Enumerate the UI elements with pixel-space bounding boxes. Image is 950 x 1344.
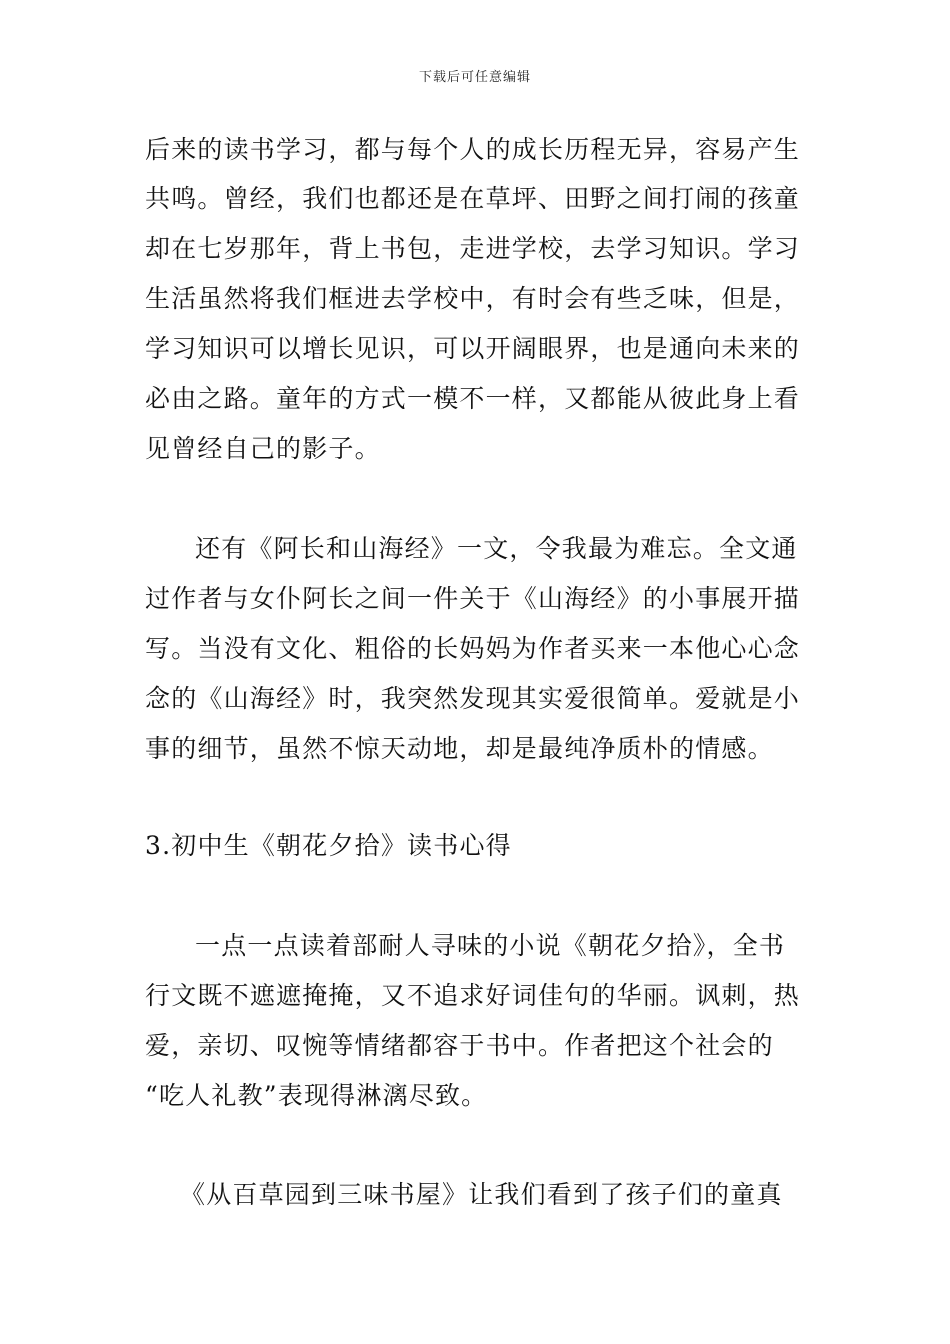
- text-line: 写。当没有文化、粗俗的长妈妈为作者买来一本他心心念: [145, 634, 801, 663]
- text-line: 生活虽然将我们框进去学校中，有时会有些乏味，但是，: [145, 284, 801, 313]
- text-line: 念的《山海经》时，我突然发现其实爱很简单。爱就是小: [145, 684, 801, 713]
- text-line: 《从百草园到三味书屋》让我们看到了孩子们的童真: [180, 1180, 783, 1209]
- text-line: 行文既不遮遮掩掩，又不追求好词佳句的华丽。讽刺，热: [145, 981, 801, 1010]
- text-line: 事的细节，虽然不惊天动地，却是最纯净质朴的情感。: [145, 734, 774, 763]
- text-line: 见曾经自己的影子。: [145, 434, 381, 463]
- text-line: 过作者与女仆阿长之间一件关于《山海经》的小事展开描: [145, 584, 801, 613]
- text-line: 却在七岁那年，背上书包，走进学校，去学习知识。学习: [145, 234, 801, 263]
- text-line: 一点一点读着部耐人寻味的小说《朝花夕拾》，全书: [195, 931, 786, 960]
- page-header: 下载后可任意编辑: [418, 70, 531, 85]
- text-line: 后来的读书学习，都与每个人的成长历程无异，容易产生: [145, 135, 801, 164]
- text-line: 爱，亲切、叹惋等情绪都容于书中。作者把这个社会的: [145, 1031, 774, 1060]
- section-heading: 3.初中生《朝花夕拾》读书心得: [145, 831, 512, 860]
- text-line: 必由之路。童年的方式一模不一样，又都能从彼此身上看: [145, 384, 801, 413]
- text-line: 共鸣。曾经，我们也都还是在草坪、田野之间打闹的孩童: [145, 184, 801, 213]
- text-line: 还有《阿长和山海经》一文，令我最为难忘。全文通: [195, 534, 798, 563]
- text-line: “吃人礼教”表现得淋漓尽致。: [145, 1081, 488, 1110]
- text-line: 学习知识可以增长见识，可以开阔眼界，也是通向未来的: [145, 334, 801, 363]
